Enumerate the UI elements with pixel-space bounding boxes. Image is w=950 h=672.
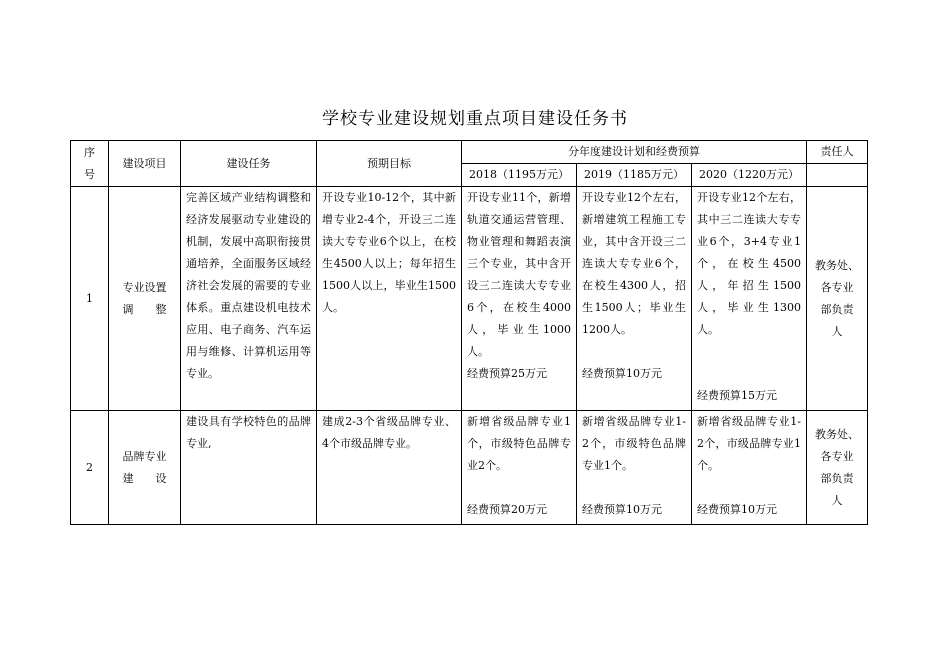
row-owner: 教务处、 各专业 部负责 人 <box>807 411 868 525</box>
header-owner-blank <box>807 164 868 187</box>
row-task: 建设具有学校特色的品牌专业, <box>181 411 317 525</box>
row-plan-2019: 开设专业12个左右，新增建筑工程施工专业，其中含开设三二连读大专专业6个，在校生4300人，招生1500人；毕业生1200人。 经费预算10万元 <box>577 187 692 411</box>
row-plan-2020: 开设专业12个左右，其中三二连读大专专业6个，3+4专业1个，在校生4500人，年招生1500人，毕业生1300人。 经费预算15万元 <box>692 187 807 411</box>
row-plan-2020: 新增省级品牌专业1-2个，市级品牌专业1个。 经费预算10万元 <box>692 411 807 525</box>
row-plan-2019: 新增省级品牌专业1-2个，市级特色品牌专业1个。 经费预算10万元 <box>577 411 692 525</box>
budget-2018: 经费预算25万元 <box>467 367 547 380</box>
header-year-2018: 2018（1195万元） <box>462 164 577 187</box>
page-title: 学校专业建设规划重点项目建设任务书 <box>322 109 628 129</box>
budget-2018: 经费预算20万元 <box>467 503 547 516</box>
row-project: 专业设置 调 整 <box>109 187 181 411</box>
header-task: 建设任务 <box>181 141 317 187</box>
row-goal: 开设专业10-12个，其中新增专业2-4个，开设三二连读大专专业6个以上，在校生4500人以上；每年招生1500人以上，毕业生1500人。 <box>317 187 462 411</box>
header-row-top <box>71 141 868 164</box>
header-annual-plan: 分年度建设计划和经费预算 <box>462 141 807 164</box>
row-task: 完善区域产业结构调整和经济发展驱动专业建设的机制，发展中高职衔接贯通培养，全面服务区域经济社会发展的需要的专业体系。重点建设机电技术应用、电子商务、汽车运用与维修、计算机运用等专业。 <box>181 187 317 411</box>
header-seq: 序 号 <box>71 141 109 187</box>
table-row <box>71 187 868 411</box>
row-owner: 教务处、 各专业 部负责 人 <box>807 187 868 411</box>
row-plan-2018: 新增省级品牌专业1个，市级特色品牌专业2个。 经费预算20万元 <box>462 411 577 525</box>
task-table <box>70 140 868 525</box>
header-goal: 预期目标 <box>317 141 462 187</box>
budget-2020: 经费预算15万元 <box>697 389 777 402</box>
header-year-2019: 2019（1185万元） <box>577 164 692 187</box>
table-row <box>71 411 868 525</box>
row-seq: 2 <box>71 411 109 525</box>
budget-2019: 经费预算10万元 <box>582 503 662 516</box>
header-project: 建设项目 <box>109 141 181 187</box>
header-owner: 责任人 <box>807 141 868 164</box>
budget-2020: 经费预算10万元 <box>697 503 777 516</box>
row-goal: 建成2-3个省级品牌专业、4个市级品牌专业。 <box>317 411 462 525</box>
row-project: 品牌专业 建 设 <box>109 411 181 525</box>
header-year-2020: 2020（1220万元） <box>692 164 807 187</box>
budget-2019: 经费预算10万元 <box>582 367 662 380</box>
row-plan-2018: 开设专业11个，新增轨道交通运营管理、物业管理和舞蹈表演三个专业，其中含开设三二连读大专专业6个，在校生4000人，毕业生1000人。 经费预算25万元 <box>462 187 577 411</box>
row-seq: 1 <box>71 187 109 411</box>
